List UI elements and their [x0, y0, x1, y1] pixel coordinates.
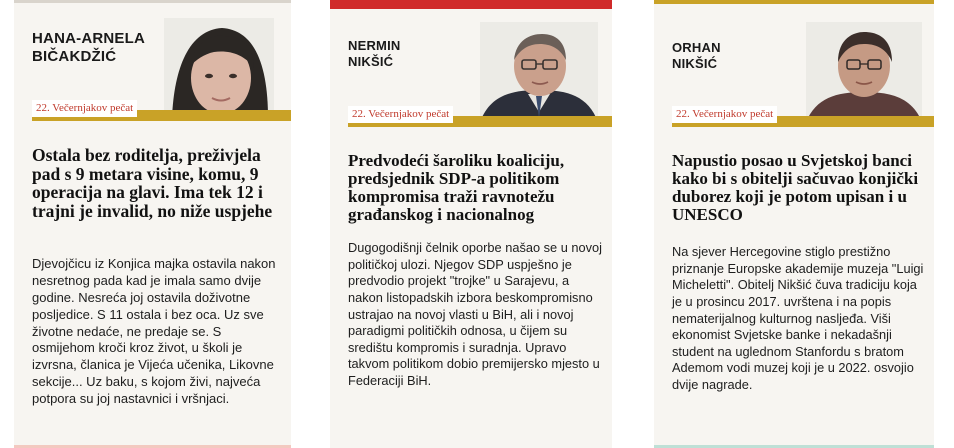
article-headline: Napustio posao u Svjetskoj banci kako bi s obitelji sačuvao konjički duborez koji je potom upisan i u UNESCO: [672, 151, 919, 225]
article-card-2: [330, 0, 612, 448]
author-name: [672, 40, 721, 71]
author-last-name: BIČAKDŽIĆ: [32, 48, 117, 65]
author-first-name: ORHAN: [672, 40, 721, 55]
author-first-name: HANA-ARNELA: [32, 30, 146, 47]
article-card-1: [14, 0, 291, 448]
card-top-rule: [654, 0, 934, 4]
portrait-man-glasses-image: [480, 22, 598, 122]
article-body: Djevojčicu iz Konjica majka ostavila nakon nesretnog pada kad je imala samo dvije godine. Nesreća joj ostavila doživotne posljedice. S 11 ostala i bez oca. Uz sve životne nedaće, ne predaje se. S osmijehom kroči kroz život, u školi je izvrsna, članica je Vijeća učenika, Likovne sekcije... Uz baku, s kojom živi, najveća potpora su joj nastavnici i vršnjaci.: [32, 256, 276, 407]
portrait-man-image: [806, 22, 922, 122]
card-top-rule: [14, 0, 291, 3]
vecernjakov-pecat-badge: 22. Večernjakov pečat: [348, 106, 453, 123]
vecernjakov-pecat-badge: 22. Večernjakov pečat: [672, 106, 777, 123]
author-photo: [806, 22, 922, 122]
article-headline: Ostala bez roditelja, preživjela pad s 9 metara visine, komu, 9 operacija na glavi. Ima tek 12 i trajni je invalid, no niže uspjehe: [32, 145, 273, 221]
card-top-red-rule: [330, 0, 612, 9]
author-last-name: NIKŠIĆ: [348, 53, 394, 69]
author-first-name: NERMIN: [348, 38, 401, 53]
article-headline: Predvodeći šaroliku koaliciju, predsjednik SDP-a politikom kompromisa traži ravnotežu građanskog i nacionalnog: [348, 151, 565, 225]
article-body: Dugogodišnji čelnik oporbe našao se u novoj političkoj ulozi. Njegov SDP uspješno je predvodio projekt "trojke" u Sarajevu, a nakon listopadskih izbora beskompromisno ustrajao na novoj vlasti u BiH, ali i novoj paradigmi političkih odnosa, u čijem su središtu kompromis i suradnja. Upravo takvom politikom dobio premijersko mjesto u Federaciji BiH.: [348, 240, 602, 388]
author-last-name: NIKŠIĆ: [672, 55, 718, 71]
portrait-girl-image: [164, 18, 274, 118]
author-name: [348, 38, 400, 69]
article-body: Na sjever Hercegovine stiglo prestižno priznanje Europske akademije muzeja "Luigi Micheletti". Obitelj Nikšić čuva tradiciju koja je u prosincu 2017. uvrštena i na popis nematerijalnog kulturnog nasljeđa. Viši ekonomist Svjetske banke i nekadašnji student na uglednom Stanfordu s bratom Ademom vodi muzej koji je u 2022. osvojio dvije nagrade.: [672, 244, 924, 392]
author-name: [32, 30, 145, 66]
author-photo: [164, 18, 274, 118]
author-photo: [480, 22, 598, 122]
article-card-3: [654, 0, 934, 448]
vecernjakov-pecat-badge: 22. Večernjakov pečat: [32, 100, 137, 117]
